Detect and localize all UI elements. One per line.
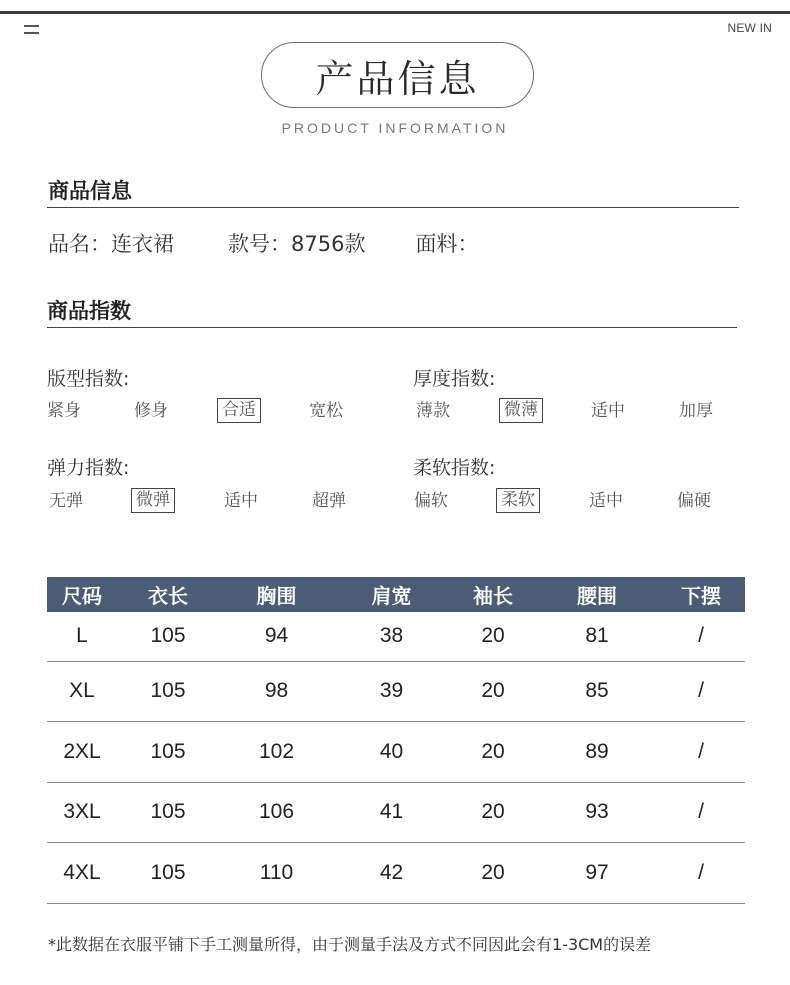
thickness-option: 适中: [591, 401, 625, 421]
table-cell: 105: [117, 661, 219, 722]
table-row: [47, 722, 745, 783]
column-header: 衣长: [148, 584, 188, 608]
measurement-footnote: *此数据在衣服平铺下手工测量所得，由于测量手法及方式不同因此会有1-3CM的误差: [48, 935, 652, 954]
name-label: 品名：: [48, 232, 111, 256]
table-cell: 2XL: [47, 722, 117, 783]
table-cell: L: [47, 612, 117, 661]
table-cell: 20: [449, 661, 537, 722]
code-value: 8756款: [291, 232, 366, 256]
indices-divider: [47, 327, 737, 328]
column-header: 腰围: [577, 584, 617, 608]
indices-heading: 商品指数: [47, 299, 131, 323]
table-cell: 20: [449, 782, 537, 843]
table-cell: 4XL: [47, 843, 117, 904]
fit-option-selected: 合适: [217, 398, 261, 423]
table-cell: 110: [219, 843, 334, 904]
table-cell: 38: [334, 612, 449, 661]
menu-icon[interactable]: [24, 25, 39, 35]
table-cell: 105: [117, 782, 219, 843]
elasticity-option-selected: 微弹: [131, 488, 175, 513]
table-cell: 94: [219, 612, 334, 661]
column-header: 袖长: [473, 584, 513, 608]
table-cell: 3XL: [47, 782, 117, 843]
page-title: 产品信息: [315, 56, 480, 101]
size-table-header: [47, 577, 745, 612]
table-cell: 42: [334, 843, 449, 904]
softness-option: 偏硬: [677, 491, 711, 511]
thickness-option: 加厚: [679, 401, 713, 421]
table-cell: 97: [537, 843, 657, 904]
table-cell: /: [657, 722, 745, 783]
fit-option: 紧身: [47, 401, 81, 421]
table-cell: /: [657, 661, 745, 722]
table-cell: 89: [537, 722, 657, 783]
page-subtitle: PRODUCT INFORMATION: [281, 120, 509, 136]
table-cell: 105: [117, 612, 219, 661]
title-badge: [261, 42, 534, 108]
table-cell: 98: [219, 661, 334, 722]
name-value: 连衣裙: [111, 232, 174, 256]
elasticity-option: 无弹: [49, 491, 83, 511]
table-cell: XL: [47, 661, 117, 722]
softness-option: 适中: [589, 491, 623, 511]
fabric-label: 面料：: [415, 232, 479, 256]
table-cell: 106: [219, 782, 334, 843]
fit-option: 宽松: [309, 401, 343, 421]
table-cell: 81: [537, 612, 657, 661]
thickness-index-label: 厚度指数:: [413, 368, 496, 390]
top-divider: [0, 11, 790, 14]
table-cell: 40: [334, 722, 449, 783]
product-info-divider: [47, 207, 739, 208]
fit-option: 修身: [134, 401, 168, 421]
table-row: [47, 843, 745, 904]
column-header: 尺码: [62, 584, 102, 608]
thickness-option-selected: 微薄: [499, 398, 543, 423]
softness-index-label: 柔软指数:: [413, 457, 496, 479]
table-cell: /: [657, 782, 745, 843]
table-cell: 20: [449, 843, 537, 904]
thickness-option: 薄款: [416, 401, 450, 421]
elasticity-option: 超弹: [312, 491, 346, 511]
table-cell: 20: [449, 722, 537, 783]
size-table: [47, 577, 745, 904]
table-cell: 39: [334, 661, 449, 722]
elasticity-index-label: 弹力指数:: [47, 457, 130, 479]
code-label: 款号：: [228, 232, 291, 256]
table-cell: /: [657, 612, 745, 661]
fit-index-label: 版型指数:: [47, 368, 130, 390]
table-cell: 102: [219, 722, 334, 783]
table-cell: 93: [537, 782, 657, 843]
table-cell: 41: [334, 782, 449, 843]
new-in-link[interactable]: NEW IN: [727, 21, 772, 35]
column-header: 肩宽: [371, 584, 412, 608]
product-info-heading: 商品信息: [48, 179, 132, 203]
softness-option: 偏软: [414, 491, 448, 511]
product-info-line: [48, 228, 478, 258]
elasticity-option: 适中: [224, 491, 258, 511]
table-row: [47, 782, 745, 843]
table-cell: 85: [537, 661, 657, 722]
table-cell: 20: [449, 612, 537, 661]
column-header: 下摆: [681, 584, 721, 608]
table-row: [47, 612, 745, 661]
table-cell: 105: [117, 843, 219, 904]
table-cell: /: [657, 843, 745, 904]
table-cell: 105: [117, 722, 219, 783]
column-header: 胸围: [256, 584, 297, 608]
softness-option-selected: 柔软: [496, 488, 540, 513]
table-row: [47, 661, 745, 722]
